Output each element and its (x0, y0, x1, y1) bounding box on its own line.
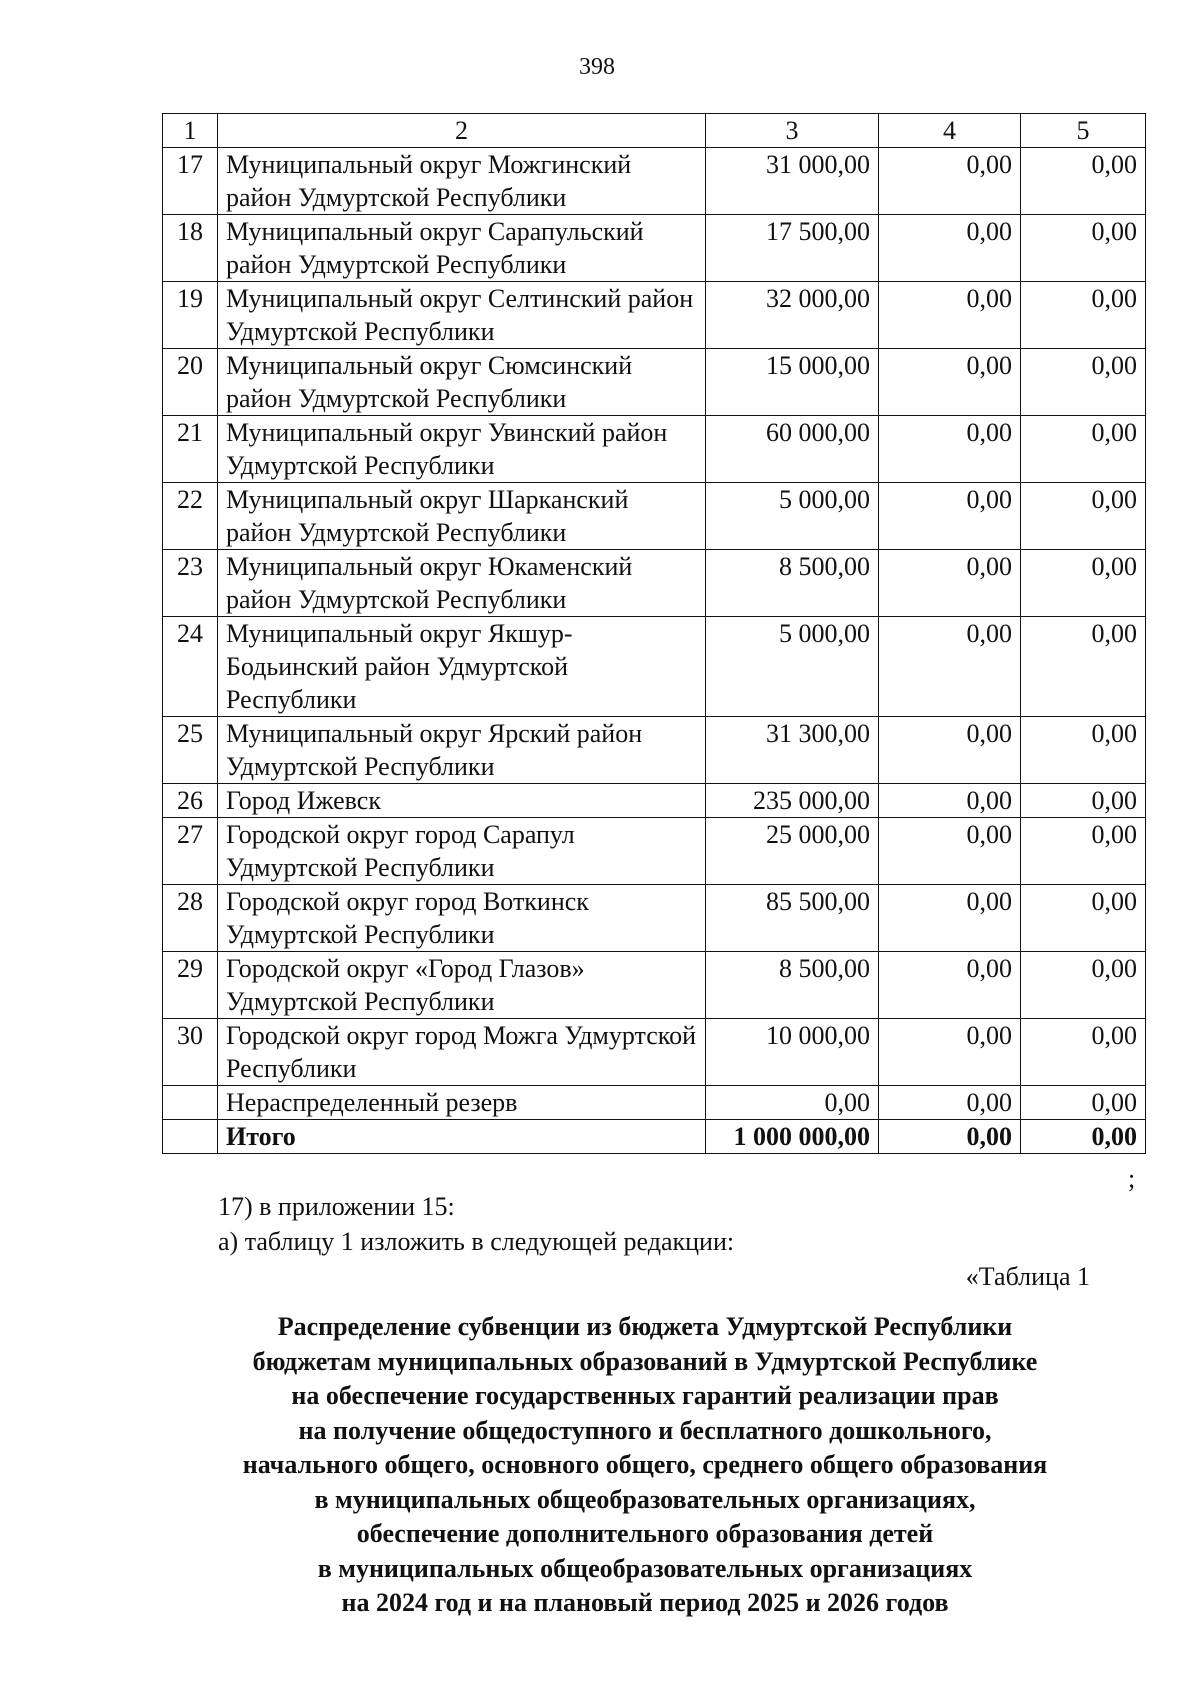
amount-2024: 5 000,00 (706, 617, 879, 717)
amount-2026: 0,00 (1021, 215, 1146, 282)
amount-2024: 60 000,00 (706, 416, 879, 483)
page-number: 398 (579, 54, 615, 80)
table-row (163, 885, 1146, 952)
table-row (163, 483, 1146, 550)
municipality-name: Городской округ город Можга Удмуртской Республики (218, 1019, 706, 1086)
heading-line: начального общего, основного общего, среднего общего образования (242, 1450, 1048, 1479)
municipality-name: Муниципальный округ Сарапульский район Удмуртской Республики (218, 215, 706, 282)
amount-2026: 0,00 (1021, 349, 1146, 416)
amount-2025: 0,00 (879, 885, 1021, 952)
table-header-row (163, 114, 1146, 148)
amount-2025: 0,00 (879, 215, 1021, 282)
amount-2026: 0,00 (1021, 885, 1146, 952)
municipality-name: Муниципальный округ Можгинский район Удмуртской Республики (218, 148, 706, 215)
table-row (163, 617, 1146, 717)
municipality-name: Город Ижевск (218, 784, 706, 818)
amount-2025: 0,00 (879, 1086, 1021, 1120)
section-heading (150, 1310, 1140, 1621)
table-row (163, 148, 1146, 215)
amount-2024: 25 000,00 (706, 818, 879, 885)
total-2024: 1 000 000,00 (706, 1120, 879, 1154)
amount-2024: 8 500,00 (706, 952, 879, 1019)
amount-2025: 0,00 (879, 349, 1021, 416)
amount-2024: 0,00 (706, 1086, 879, 1120)
header-cell: 3 (706, 114, 879, 148)
amount-2026: 0,00 (1021, 1086, 1146, 1120)
amount-2024: 15 000,00 (706, 349, 879, 416)
table-closing-semicolon: ; (1128, 1164, 1136, 1193)
amount-2025: 0,00 (879, 717, 1021, 784)
amount-2025: 0,00 (879, 282, 1021, 349)
municipality-name: Нераспределенный резерв (218, 1086, 706, 1120)
row-number: 20 (163, 349, 218, 416)
municipality-name: Муниципальный округ Увинский район Удмуртской Республики (218, 416, 706, 483)
amount-2026: 0,00 (1021, 282, 1146, 349)
table-row (163, 818, 1146, 885)
amount-2025: 0,00 (879, 818, 1021, 885)
table-row (163, 416, 1146, 483)
municipality-name: Муниципальный округ Ярский район Удмуртской Республики (218, 717, 706, 784)
amount-2024: 31 000,00 (706, 148, 879, 215)
amount-2026: 0,00 (1021, 1019, 1146, 1086)
header-cell: 1 (163, 114, 218, 148)
row-number: 29 (163, 952, 218, 1019)
amount-2026: 0,00 (1021, 483, 1146, 550)
amount-2024: 17 500,00 (706, 215, 879, 282)
amount-2024: 8 500,00 (706, 550, 879, 617)
paragraph-item-17: 17) в приложении 15: (218, 1192, 455, 1221)
amount-2024: 31 300,00 (706, 717, 879, 784)
municipality-name: Городской округ город Сарапул Удмуртской Республики (218, 818, 706, 885)
row-number: 17 (163, 148, 218, 215)
amount-2025: 0,00 (879, 416, 1021, 483)
row-number (163, 1120, 218, 1154)
amount-2026: 0,00 (1021, 550, 1146, 617)
amount-2026: 0,00 (1021, 952, 1146, 1019)
row-number: 22 (163, 483, 218, 550)
header-cell: 5 (1021, 114, 1146, 148)
municipality-name: Муниципальный округ Шарканский район Удмуртской Республики (218, 483, 706, 550)
amount-2024: 32 000,00 (706, 282, 879, 349)
municipality-name: Муниципальный округ Селтинский район Удмуртской Республики (218, 282, 706, 349)
amount-2024: 5 000,00 (706, 483, 879, 550)
header-cell: 2 (218, 114, 706, 148)
total-2025: 0,00 (879, 1120, 1021, 1154)
amount-2025: 0,00 (879, 952, 1021, 1019)
amount-2025: 0,00 (879, 617, 1021, 717)
table-row (163, 550, 1146, 617)
table-row (163, 784, 1146, 818)
amount-2024: 235 000,00 (706, 784, 879, 818)
row-number: 30 (163, 1019, 218, 1086)
heading-line: Распределение субвенции из бюджета Удмуртской Республики (277, 1312, 1013, 1341)
amount-2024: 85 500,00 (706, 885, 879, 952)
row-number: 26 (163, 784, 218, 818)
amount-2025: 0,00 (879, 483, 1021, 550)
row-number: 25 (163, 717, 218, 784)
row-number: 23 (163, 550, 218, 617)
row-number: 28 (163, 885, 218, 952)
table-reference-label: «Таблица 1 (965, 1262, 1090, 1291)
amount-2025: 0,00 (879, 1019, 1021, 1086)
table-row (163, 1019, 1146, 1086)
table-row (163, 282, 1146, 349)
amount-2026: 0,00 (1021, 416, 1146, 483)
heading-line: обеспечение дополнительного образования детей (356, 1519, 934, 1548)
municipality-name: Городской округ город Воткинск Удмуртской Республики (218, 885, 706, 952)
table-row (163, 349, 1146, 416)
row-number (163, 1086, 218, 1120)
heading-line: на получение общедоступного и бесплатного дошкольного, (298, 1415, 992, 1445)
heading-line: на обеспечение государственных гарантий реализации прав (291, 1381, 999, 1410)
row-number: 27 (163, 818, 218, 885)
table-row (163, 717, 1146, 784)
municipality-name: Муниципальный округ Юкаменский район Удмуртской Республики (218, 550, 706, 617)
total-row (163, 1120, 1146, 1154)
row-number: 18 (163, 215, 218, 282)
municipality-name: Муниципальный округ Сюмсинский район Удмуртской Республики (218, 349, 706, 416)
amount-2026: 0,00 (1021, 784, 1146, 818)
amount-2025: 0,00 (879, 550, 1021, 617)
total-label: Итого (218, 1120, 706, 1154)
heading-line: в муниципальных общеобразовательных организациях (317, 1553, 973, 1583)
amount-2024: 10 000,00 (706, 1019, 879, 1086)
municipality-name: Городской округ «Город Глазов» Удмуртской Республики (218, 952, 706, 1019)
amount-2026: 0,00 (1021, 148, 1146, 215)
heading-line: бюджетам муниципальных образований в Удмуртской Республике (252, 1346, 1038, 1376)
paragraph-subitem-a: а) таблицу 1 изложить в следующей редакции: (218, 1227, 735, 1256)
amount-2025: 0,00 (879, 784, 1021, 818)
municipality-name: Муниципальный округ Якшур-Бодьинский район Удмуртской Республики (218, 617, 706, 717)
heading-line: на 2024 год и на плановый период 2025 и 2026 годов (341, 1588, 949, 1617)
row-number: 21 (163, 416, 218, 483)
amount-2026: 0,00 (1021, 617, 1146, 717)
table-row (163, 952, 1146, 1019)
row-number: 24 (163, 617, 218, 717)
table-row (163, 215, 1146, 282)
budget-table (162, 113, 1146, 1154)
heading-line: в муниципальных общеобразовательных организациях, (314, 1484, 976, 1514)
amount-2026: 0,00 (1021, 717, 1146, 784)
row-number: 19 (163, 282, 218, 349)
amount-2026: 0,00 (1021, 818, 1146, 885)
header-cell: 4 (879, 114, 1021, 148)
amount-2025: 0,00 (879, 148, 1021, 215)
reserve-row (163, 1086, 1146, 1120)
total-2026: 0,00 (1021, 1120, 1146, 1154)
